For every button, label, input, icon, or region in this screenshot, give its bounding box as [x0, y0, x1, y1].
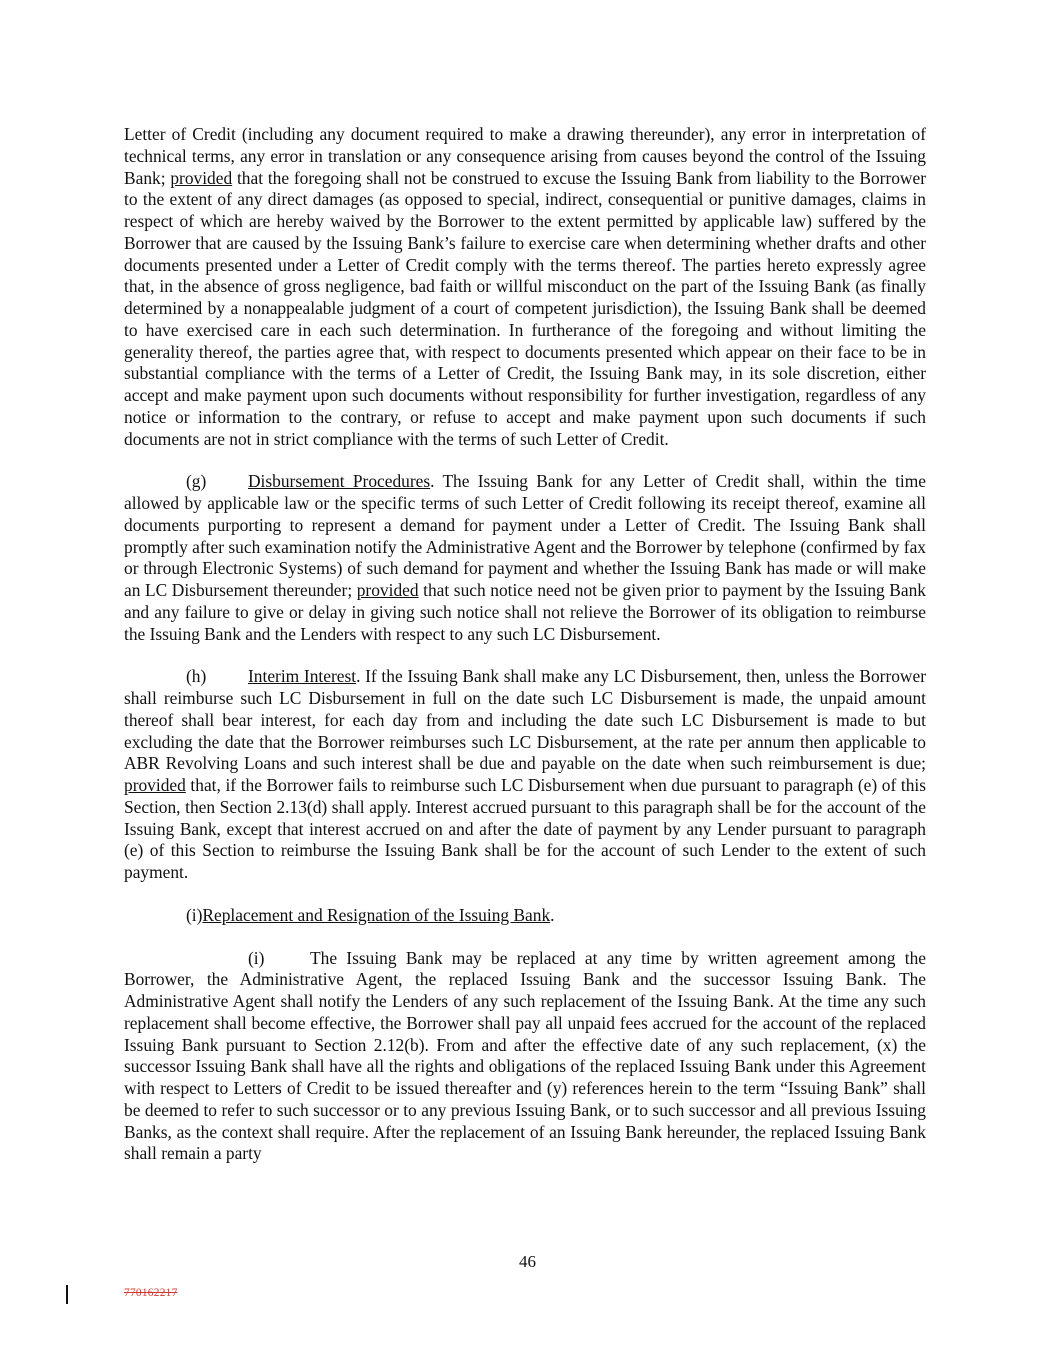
text-run: The Issuing Bank may be replaced at any time by written agreement among the Borrower, the Administrative Agent, the replaced Issuing Bank and the successor Issuing Bank. The Administrative Agent shall notify the Lenders of any such replacement of the Issuing Bank. At the time any such replacement shall become effective, the Borrower shall pay all unpaid fees accrued for the account of the replaced Issuing Bank pursuant to Section 2.12(b). From and after the effective date of any such replacement, (x) the successor Issuing Bank shall have all the rights and obligations of the replaced Issuing Bank under this Agreement with respect to Letters of Credit to be issued thereafter and (y) references herein to the term “Issuing Bank” shall be deemed to refer to such successor or to any previous Issuing Bank, or to such successor and all previous Issuing Banks, as the context shall require. After the replacement of an Issuing Bank hereunder, the replaced Issuing Bank shall remain a party — [124, 947, 926, 1164]
paragraph-number: (h) — [186, 666, 207, 687]
paragraph-i-subsection — [124, 948, 926, 1166]
paragraph-g — [124, 471, 926, 645]
text-run: that, if the Borrower fails to reimburse such LC Disbursement when due pursuant to paragraph (e) of this Section, then Section 2.13(d) shall apply. Interest accrued pursuant to this paragraph shall be for the account of the Issuing Bank, except that interest accrued on and after the date of payment by any Lender pursuant to paragraph (e) of this Section to reimburse the Issuing Bank shall be for the account of such Lender to the extent of such payment. — [124, 775, 926, 882]
provided-term: provided — [170, 167, 233, 188]
document-body — [124, 124, 926, 1186]
text-run: . If the Issuing Bank shall make any LC Disbursement, then, unless the Borrower shall reimburse such LC Disbursement in full on the date such LC Disbursement is made, the unpaid amount thereof shall bear interest, for each day from and including the date such LC Disbursement is made to but excluding the date that the Borrower reimburses such LC Disbursement, at the rate per annum then applicable to ABR Revolving Loans and such interest shall be due and payable on the date when such reimbursement is due; — [124, 666, 926, 774]
text-run: . — [550, 904, 555, 925]
text-run: that such notice need not be given prior to payment by the Issuing Bank and any failure to give or delay in giving such notice shall not relieve the Borrower of its obligation to reimburse the Issuing Bank and the Lenders with respect to any such LC Disbursement. — [124, 580, 927, 644]
text-run: Letter of Credit (including any document required to make a drawing thereunder), any error in interpretation of technical terms, any error in translation or any consequence arising from causes beyond the control of the Issuing Bank; — [124, 124, 926, 188]
text-run: . The Issuing Bank for any Letter of Credit shall, within the time allowed by applicable law or the specific terms of such Letter of Credit following its receipt thereof, examine all documents purporting to represent a demand for payment under a Letter of Credit. The Issuing Bank shall promptly after such examination notify the Administrative Agent and the Borrower by telephone (confirmed by fax or through Electronic Systems) of such demand for payment and whether the Issuing Bank has made or will make an LC Disbursement thereunder; — [124, 471, 926, 600]
paragraph-heading: Interim Interest — [248, 666, 357, 687]
paragraph-i-heading — [124, 905, 926, 927]
paragraph-number: (g) — [186, 471, 207, 492]
paragraph-number: (i) — [248, 947, 265, 968]
page-number: 46 — [519, 1252, 536, 1271]
paragraph-f-continued — [124, 124, 926, 450]
provided-term: provided — [124, 775, 186, 795]
document-id: 770162217 — [124, 1287, 178, 1299]
paragraph-number: (i) — [186, 904, 203, 925]
paragraph-h — [124, 666, 926, 884]
paragraph-heading: Disbursement Procedures — [248, 471, 431, 492]
paragraph-heading: Replacement and Resignation of the Issuing Bank — [202, 904, 551, 925]
text-run: that the foregoing shall not be construed to excuse the Issuing Bank from liability to the Borrower to the extent of any direct damages (as opposed to special, indirect, consequential or punitive damages, claims in respect of which are hereby waived by the Borrower to the extent permitted by applicable law) suffered by the Borrower that are caused by the Issuing Bank’s failure to exercise care when determining whether drafts and other documents presented under a Letter of Credit comply with the terms thereof. The parties hereto expressly agree that, in the absence of gross negligence, bad faith or willful misconduct on the part of the Issuing Bank (as finally determined by a nonappealable judgment of a court of competent jurisdiction), the Issuing Bank shall be deemed to have exercised care in each such determination. In furtherance of the foregoing and without limiting the generality thereof, the parties agree that, with respect to documents presented which appear on their face to be in substantial compliance with the terms of a Letter of Credit, the Issuing Bank may, in its sole discretion, either accept and make payment upon such documents without responsibility for further investigation, regardless of any notice or information to the contrary, or refuse to accept and make payment upon such documents if such documents are not in strict compliance with the terms of such Letter of Credit. — [124, 167, 927, 449]
provided-term: provided — [356, 580, 419, 600]
revision-change-bar — [66, 1285, 68, 1304]
